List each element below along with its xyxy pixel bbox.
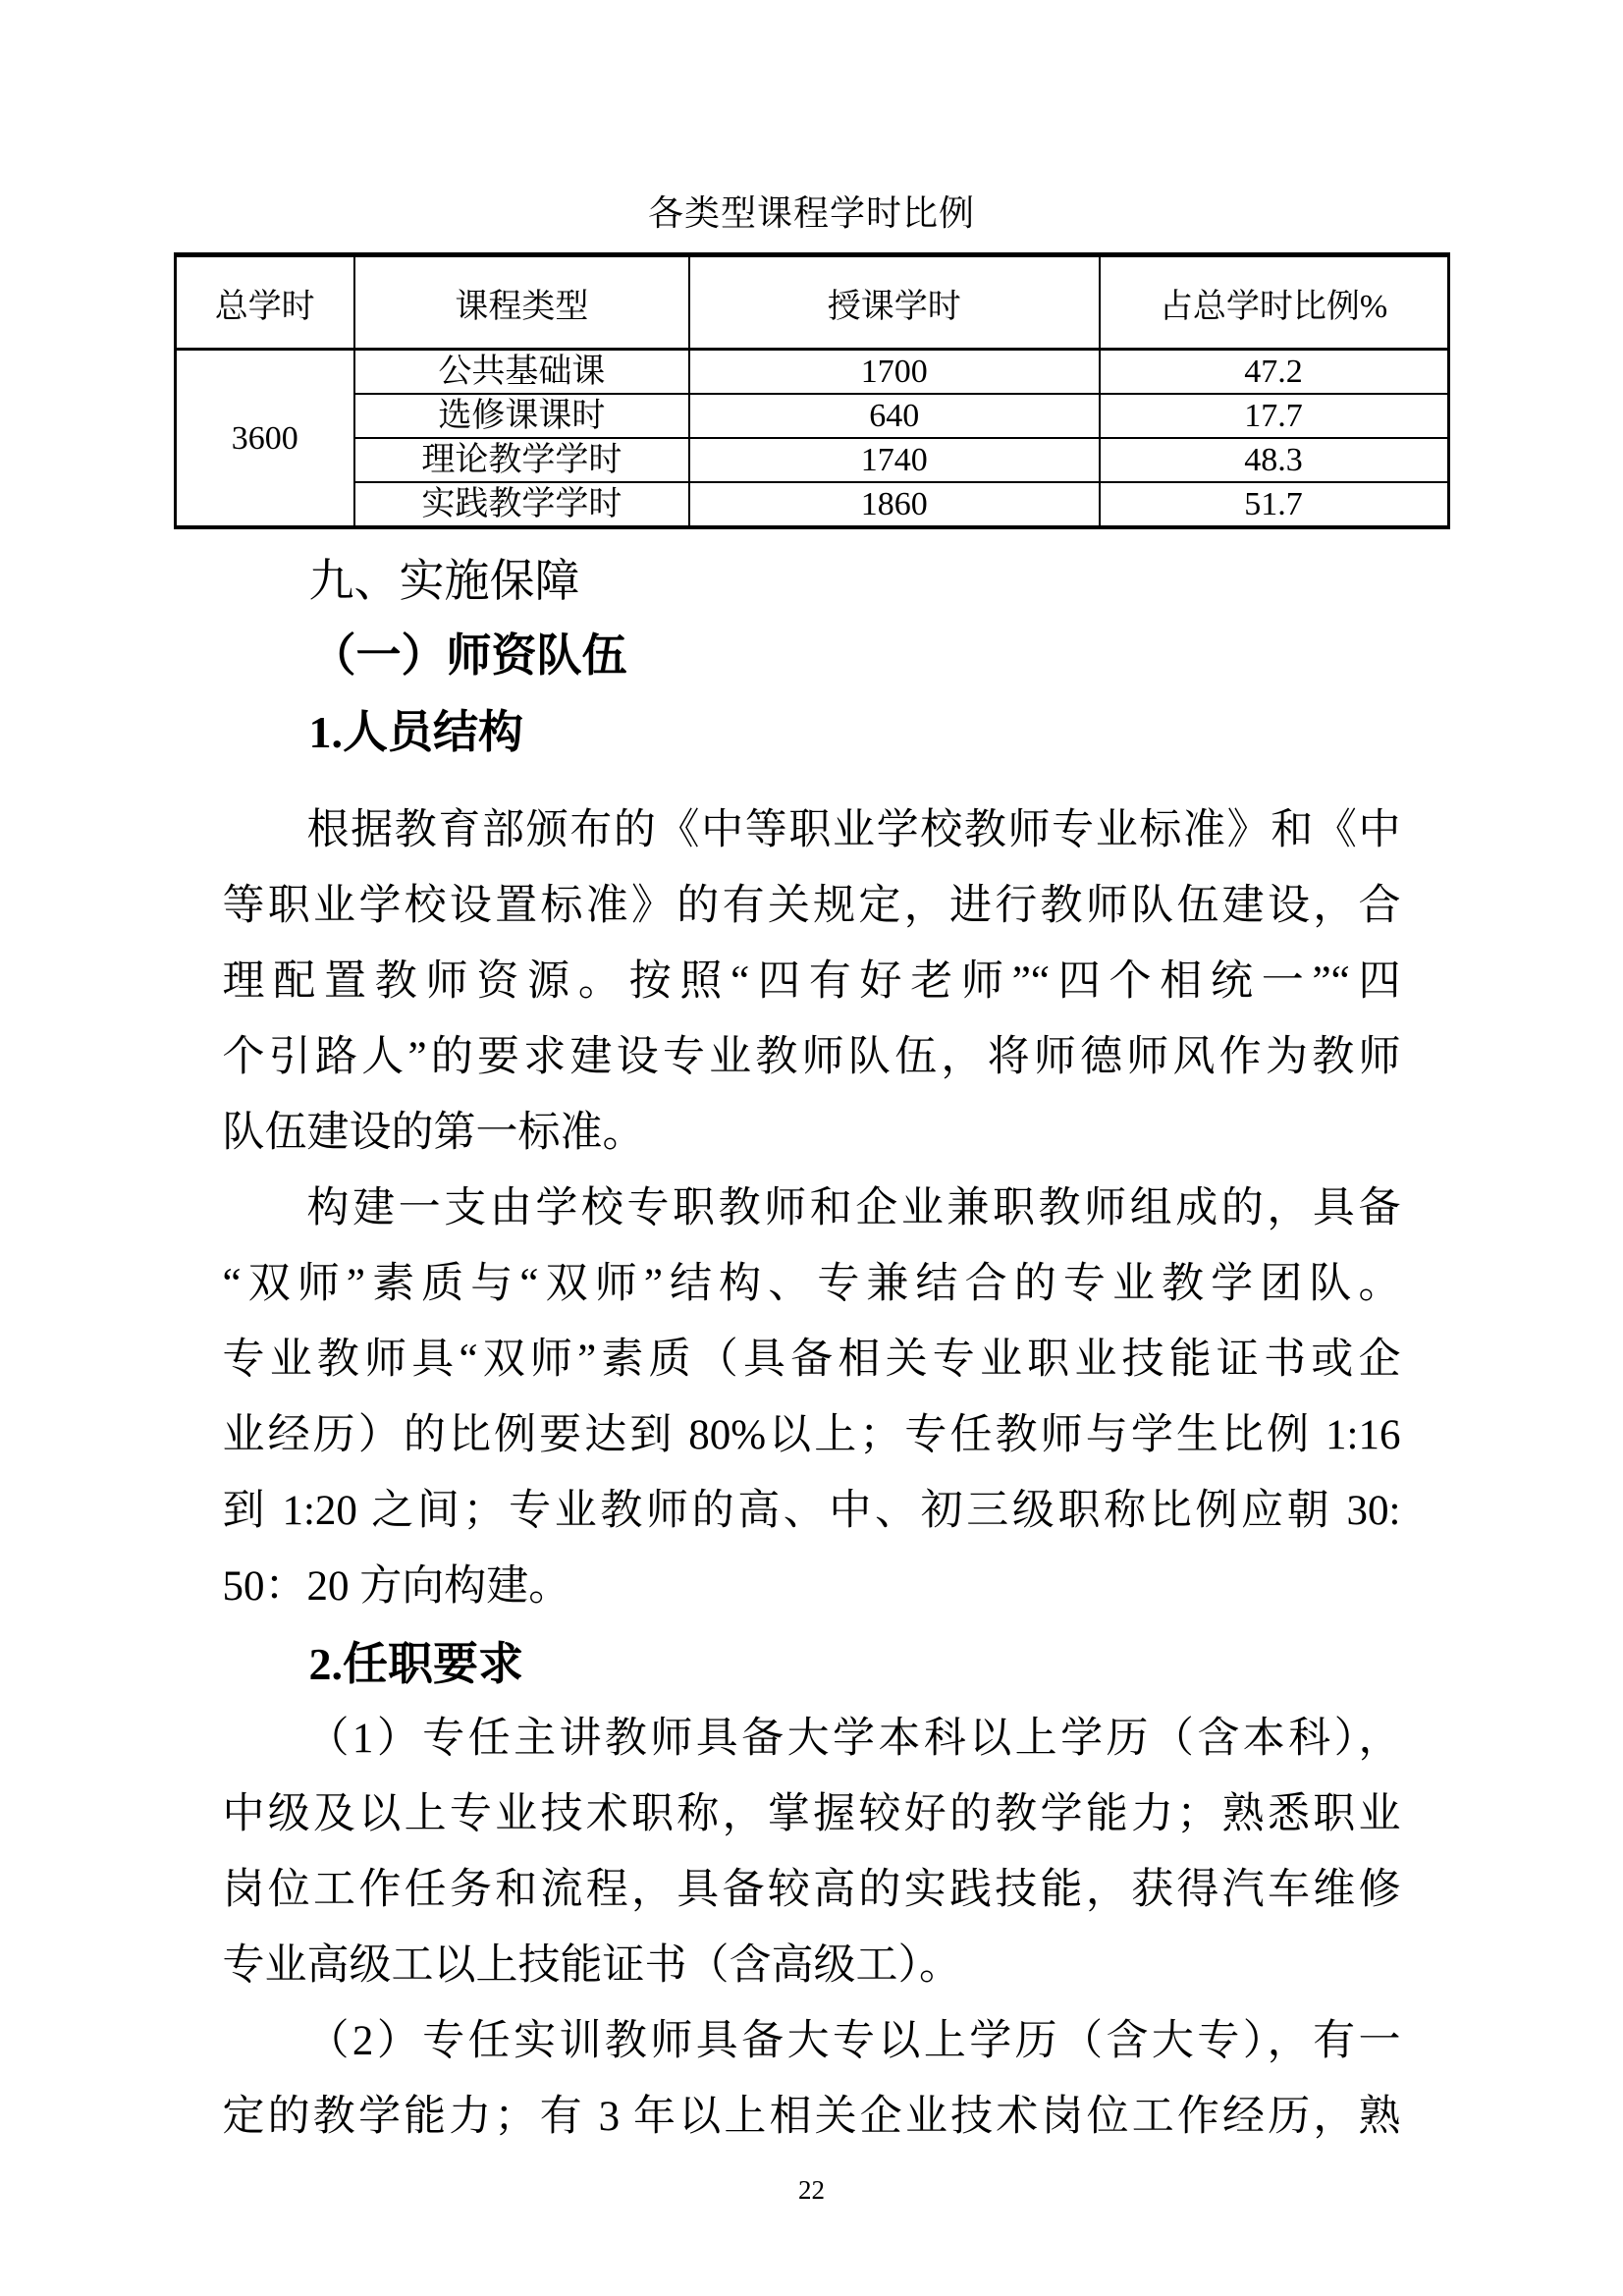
text-line: 50：20 方向构建。 [222, 1563, 571, 1610]
percent-cell: 17.7 [1100, 394, 1448, 438]
text-line: 构建一支由学校专职教师和企业兼职教师组成的，具备 [306, 1185, 1401, 1231]
text-line: 岗位工作任务和流程，具备较高的实践技能，获得汽车维修 [222, 1867, 1401, 1913]
total-hours-cell: 3600 [175, 350, 354, 528]
hours-cell: 1700 [689, 350, 1100, 395]
table-row [175, 394, 1448, 438]
text-line: （2）专任实训教师具备大专以上学历（含大专），有一 [306, 2018, 1401, 2064]
text-line: 专业教师具“双师”素质（具备相关专业职业技能证书或企 [222, 1337, 1401, 1383]
col-header-course-type: 课程类型 [354, 255, 689, 350]
text-line: 定的教学能力；有 3 年以上相关企业技术岗位工作经历，熟 [222, 2094, 1401, 2140]
paragraph-4 [223, 2003, 1401, 2155]
text-line: 理配置教师资源。按照“四有好老师”“四个相统一”“四 [222, 958, 1401, 1005]
col-header-total-hours: 总学时 [175, 255, 354, 350]
percent-cell: 48.3 [1100, 438, 1448, 482]
heading-section-9: 九、实施保障 [308, 556, 580, 606]
paragraph-3 [223, 1701, 1401, 2003]
col-header-percent: 占总学时比例% [1100, 255, 1448, 350]
heading-personnel-structure: 1.人员结构 [308, 707, 523, 757]
paragraph-2 [223, 1171, 1401, 1624]
table-row [175, 350, 1448, 395]
table-row [175, 482, 1448, 527]
hours-cell: 1740 [689, 438, 1100, 482]
course-type-cell: 理论教学学时 [354, 438, 689, 482]
text-line: 中级及以上专业技术职称，掌握较好的教学能力；熟悉职业 [222, 1791, 1401, 1837]
percent-cell: 51.7 [1100, 482, 1448, 527]
hours-cell: 1860 [689, 482, 1100, 527]
heading-teacher-team: （一）师资队伍 [310, 630, 627, 681]
text-line: 队伍建设的第一标准。 [222, 1110, 645, 1156]
text-line: 根据教育部颁布的《中等职业学校教师专业标准》和《中 [306, 807, 1401, 853]
table-caption: 各类型课程学时比例 [647, 193, 975, 233]
col-header-teaching-hours: 授课学时 [689, 255, 1100, 350]
text-line: 到 1:20 之间；专业教师的高、中、初三级职称比例应朝 30: [222, 1488, 1401, 1534]
text-line: 个引路人”的要求建设专业教师队伍，将师德师风作为教师 [222, 1034, 1401, 1080]
text-line: “双师”素质与“双师”结构、专兼结合的专业教学团队。 [222, 1261, 1401, 1307]
text-line: 等职业学校设置标准》的有关规定，进行教师队伍建设，合 [222, 883, 1401, 929]
course-type-cell: 选修课课时 [354, 394, 689, 438]
text-line: （1）专任主讲教师具备大学本科以上学历（含本科）， [306, 1716, 1401, 1762]
table-row [175, 438, 1448, 482]
course-type-cell: 实践教学学时 [354, 482, 689, 527]
table-header-row [175, 255, 1448, 350]
course-hours-table [174, 252, 1450, 529]
text-line: 业经历）的比例要达到 80%以上；专任教师与学生比例 1:16 [222, 1412, 1401, 1458]
page-number: 22 [798, 2175, 825, 2205]
percent-cell: 47.2 [1100, 350, 1448, 395]
heading-job-requirements: 2.任职要求 [308, 1639, 523, 1689]
hours-cell: 640 [689, 394, 1100, 438]
paragraph-1 [223, 793, 1401, 1171]
text-column [223, 551, 1401, 2155]
course-type-cell: 公共基础课 [354, 350, 689, 395]
text-line: 专业高级工以上技能证书（含高级工）。 [222, 1942, 961, 1989]
